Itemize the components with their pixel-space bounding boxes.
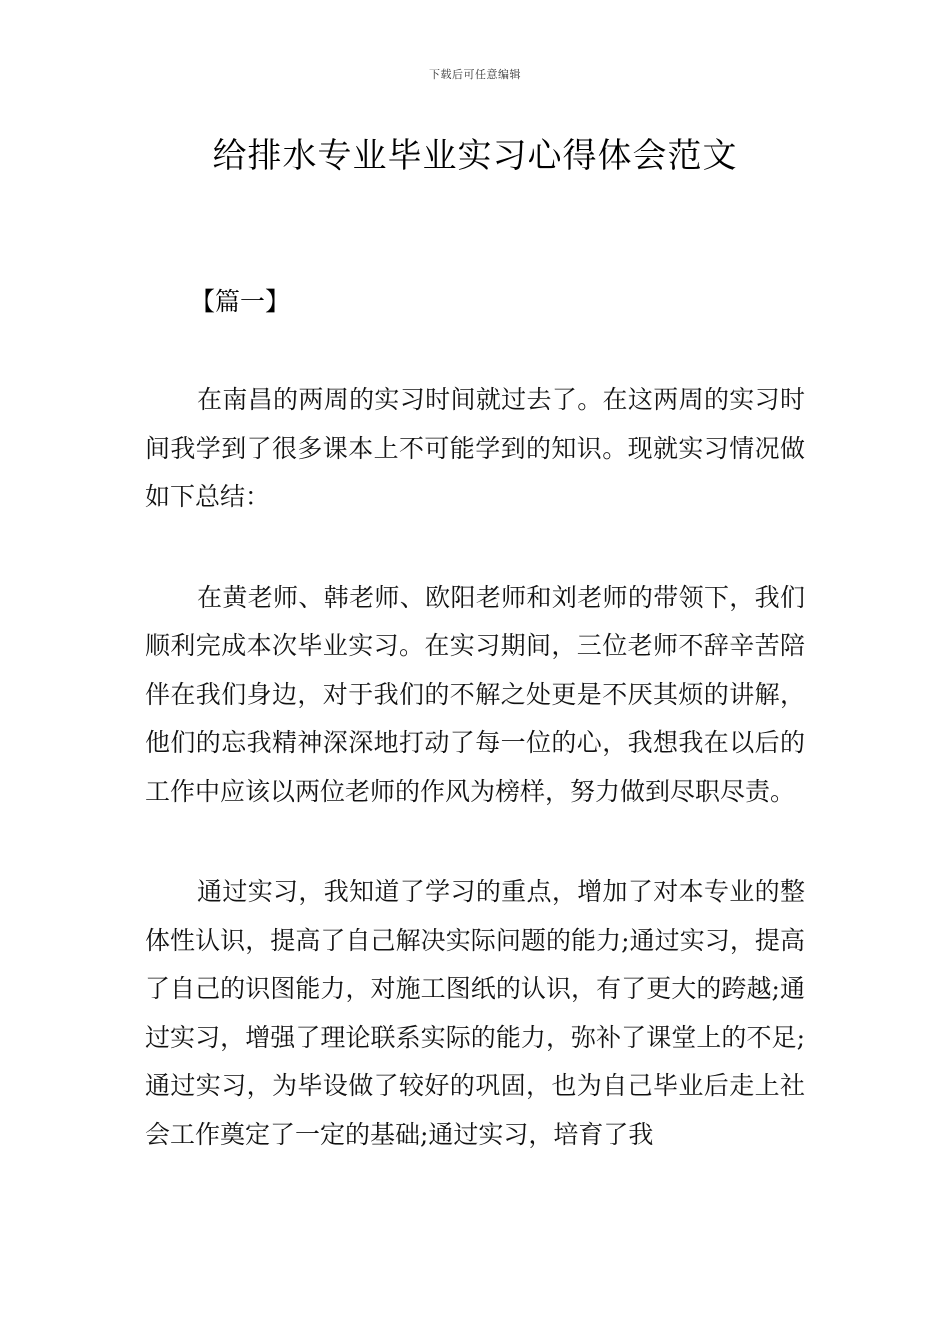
paragraph-1: 在南昌的两周的实习时间就过去了。在这两周的实习时间我学到了很多课本上不可能学到的知识。现就实习情况做如下总结：	[145, 385, 805, 511]
paragraph-3: 通过实习，我知道了学习的重点，增加了对本专业的整体性认识，提高了自己解决实际问题的能力;通过实习，提高了自己的识图能力，对施工图纸的认识，有了更大的跨越;通过实习，增强了理论联系实际的能力，弥补了课堂上的不足;通过实习，为毕设做了较好的巩固，也为自己毕业后走上社会工作奠定了一定的基础;通过实习，培育了我	[145, 877, 805, 1149]
document-body	[145, 376, 805, 1211]
document-title: 给排水专业毕业实习心得体会范文	[212, 136, 738, 176]
section-label: 【篇一】	[190, 287, 291, 316]
header-note: 下载后可任意编辑	[429, 68, 521, 81]
paragraph-2: 在黄老师、韩老师、欧阳老师和刘老师的带领下，我们顺利完成本次毕业实习。在实习期间，三位老师不辞辛苦陪伴在我们身边，对于我们的不解之处更是不厌其烦的讲解，他们的忘我精神深深地打动了每一位的心，我想我在以后的工作中应该以两位老师的作风为榜样，努力做到尽职尽责。	[145, 582, 805, 806]
